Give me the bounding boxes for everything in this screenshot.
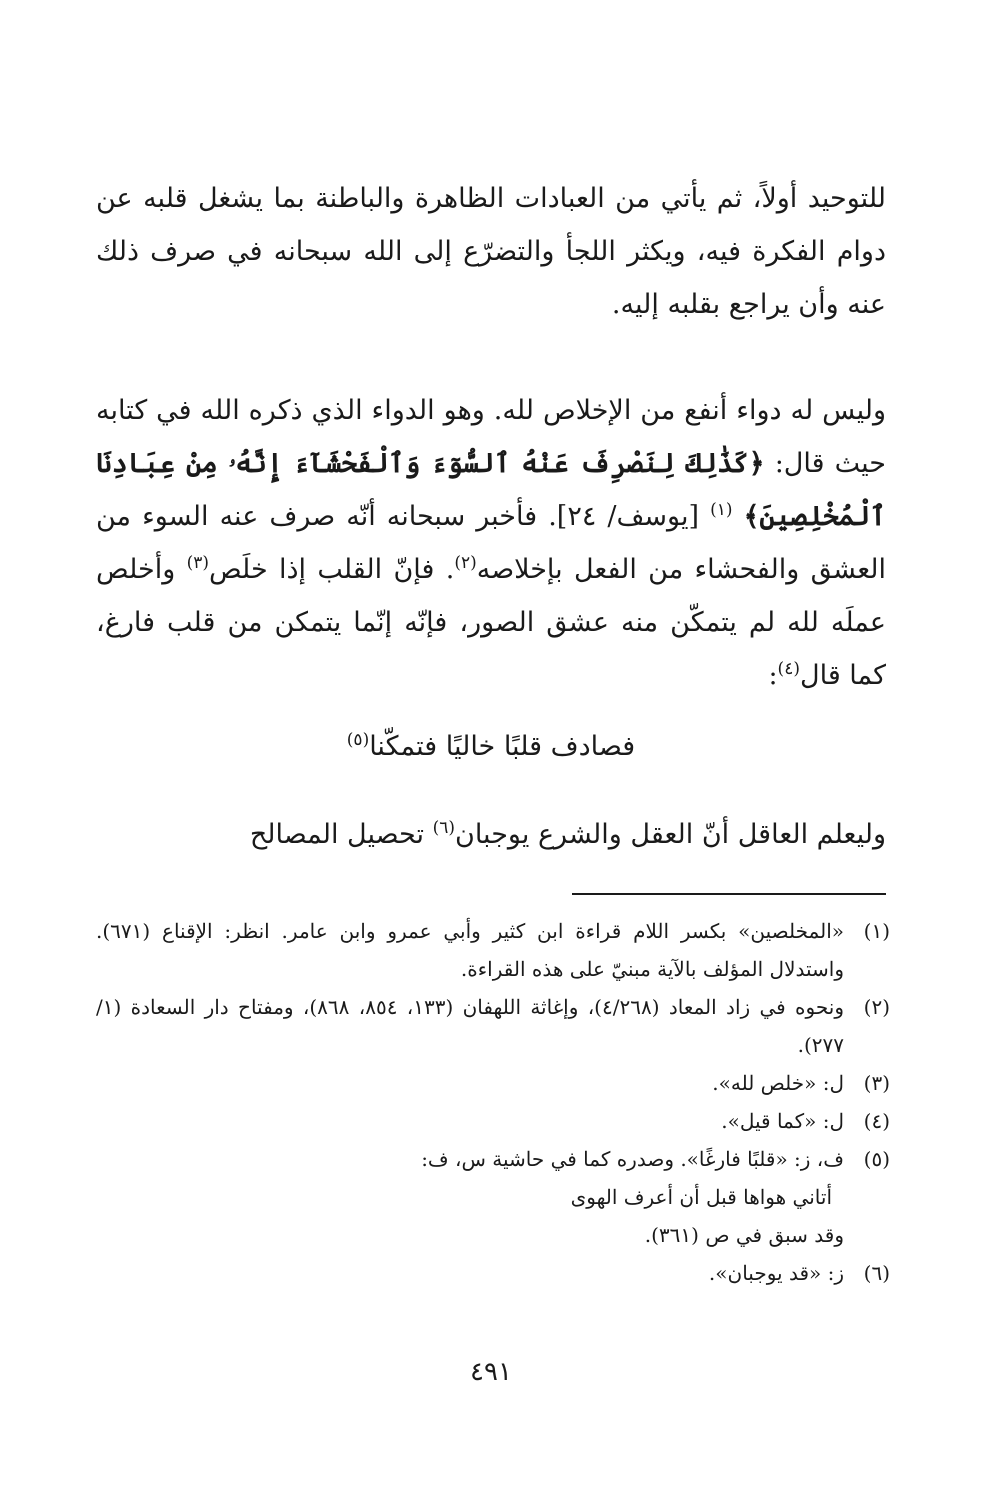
paragraph-2 bbox=[96, 384, 886, 702]
paragraph-1-text: للتوحيد أولاً، ثم يأتي من العبادات الظاهرة والباطنة بما يشغل قلبه عن دوام الفكرة فيه، ويكثر اللجأ والتضرّع إلى الله سبحانه في صرف ذلك عنه وأن يراجع بقلبه إليه. bbox=[96, 183, 886, 320]
footnote-5-line-3: وقد سبق في ص (٣٦١). bbox=[644, 1223, 844, 1247]
paragraph-3-text-b: تحصيل المصالح bbox=[249, 819, 424, 850]
footnote-number: (٥) bbox=[863, 1147, 890, 1171]
footnote-text: ز: «قد يوجبان». bbox=[708, 1261, 844, 1285]
paragraph-2-text-b: [يوسف/ ٢٤]. فأخبر سبحانه أنّه صرف عنه السوء من العشق والفحشاء من الفعل بإخلاصه bbox=[96, 501, 886, 585]
footnote-ref-2: (٢) bbox=[454, 553, 477, 573]
footnote-number: (٦) bbox=[863, 1261, 890, 1285]
paragraph-2-text-e: : bbox=[768, 660, 778, 691]
footnote-ref-6: (٦) bbox=[432, 818, 455, 838]
footnote-text: ل: «خلص لله». bbox=[712, 1071, 844, 1095]
paragraph-2-text-d: وأخلص عملَه لله لم يتمكّن منه عشق الصور، فإنّه إنّما يتمكن من قلب فارغ، كما قال bbox=[96, 554, 886, 691]
footnote-number: (٣) bbox=[863, 1071, 890, 1095]
paragraph-1 bbox=[96, 172, 886, 331]
page-number: ٤٩١ bbox=[470, 1357, 512, 1387]
footnote-number: (١) bbox=[863, 919, 890, 943]
footnote-3 bbox=[96, 1064, 890, 1102]
footnote-ref-3: (٣) bbox=[186, 553, 209, 573]
footnote-text: ل: «كما قيل». bbox=[721, 1109, 844, 1133]
footnotes-section bbox=[96, 912, 890, 1292]
paragraph-3-text-a: وليعلم العاقل أنّ العقل والشرع يوجبان bbox=[455, 819, 886, 850]
footnote-ref-5: (٥) bbox=[346, 730, 370, 750]
paragraph-2-text-c: . فإنّ القلب إذا خلَص bbox=[208, 554, 455, 585]
paragraph-2-text-a: وليس له دواء أنفع من الإخلاص لله. وهو الدواء الذي ذكره الله في كتابه حيث قال: bbox=[96, 395, 886, 479]
footnote-ref-1: (١) bbox=[710, 500, 733, 520]
poetry-verse-text: فصادف قلبًا خاليًا فتمكّنا bbox=[369, 731, 636, 762]
footnote-divider bbox=[572, 893, 886, 895]
footnote-ref-4: (٤) bbox=[777, 659, 800, 679]
footnote-4 bbox=[96, 1102, 890, 1140]
footnote-5 bbox=[96, 1140, 890, 1254]
paragraph-3 bbox=[96, 808, 886, 861]
footnote-text: ونحوه في زاد المعاد (٤/٢٦٨)، وإغاثة اللهفان (١٣٣، ٨٥٤، ٨٦٨)، ومفتاح دار السعادة (١/ ٢٧٧). bbox=[96, 995, 845, 1057]
footnote-number: (٤) bbox=[863, 1109, 890, 1133]
footnote-5-poem: أتاني هواها قبل أن أعرف الهوى bbox=[570, 1185, 832, 1209]
footnote-number: (٢) bbox=[863, 995, 890, 1019]
footnote-5-line-1: ف، ز: «قلبًا فارغًا». وصدره كما في حاشية س، ف: bbox=[421, 1147, 844, 1171]
footnote-text: «المخلصين» بكسر اللام قراءة ابن كثير وأبي عمرو وابن عامر. انظر: الإقناع (٦٧١). واستدلال المؤلف بالآية مبنيّ على هذه القراءة. bbox=[96, 919, 844, 981]
footnote-2 bbox=[96, 988, 890, 1064]
quran-verse: ﴿كَذَٰلِكَ لِنَصْرِفَ عَنْهُ ٱلسُّوٓءَ وَٱلْفَحْشَآءَ إِنَّهُۥ مِنْ عِبَادِنَا ٱلْمُخْلِصِينَ﴾ bbox=[96, 448, 886, 532]
poetry-verse bbox=[96, 720, 886, 773]
footnote-1 bbox=[96, 912, 890, 988]
footnote-6 bbox=[96, 1254, 890, 1292]
footnote-text bbox=[96, 1140, 844, 1254]
